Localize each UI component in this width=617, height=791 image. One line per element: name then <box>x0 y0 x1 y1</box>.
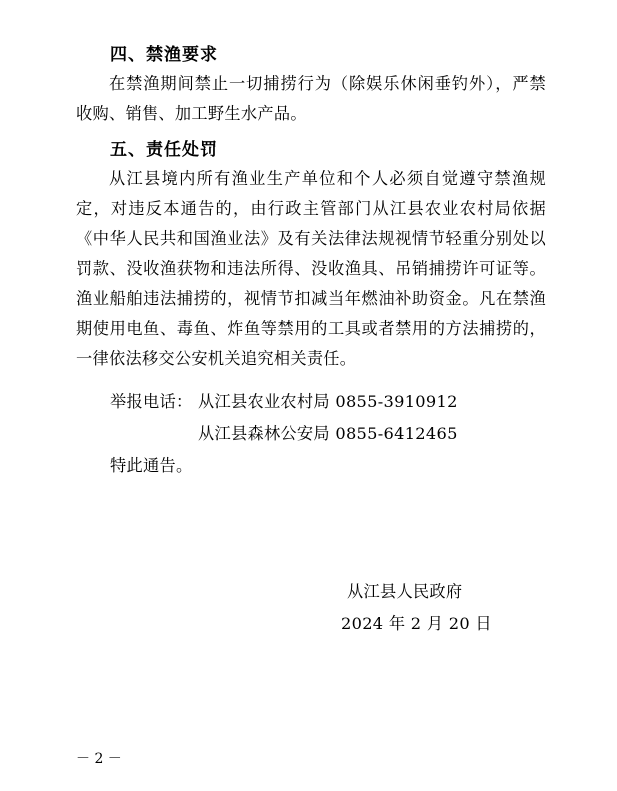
section-heading-penalties: 五、责任处罚 <box>110 140 218 160</box>
section-paragraph-penalties: 从江县境内所有渔业生产单位和个人必须自觉遵守禁渔规定，对违反本通告的，由行政主管部门从江县农业农村局依据《中华人民共和国渔业法》及有关法律法规视情节轻重分别处以罚款、没收渔获物和违法所得、没收渔具、吊销捕捞许可证等。渔业船舶违法捕捞的，视情节扣减当年燃油补助资金。凡在禁渔期使用电鱼、毒鱼、炸鱼等禁用的工具或者禁用的方法捕捞的，一律依法移交公安机关追究相关责任。 <box>76 169 546 368</box>
hotline-entry-agriculture: 从江县农业农村局 0855-3910912 <box>198 392 458 411</box>
hotline-entry-forest-police: 从江县森林公安局 0855-6412465 <box>198 424 458 443</box>
closing-statement: 特此通告。 <box>110 456 193 475</box>
page-number: － 2 － <box>76 751 122 767</box>
signature-date: 2024 年 2 月 20 日 <box>341 614 492 633</box>
signature-issuer: 从江县人民政府 <box>347 582 463 601</box>
section-heading-requirements: 四、禁渔要求 <box>110 45 218 65</box>
section-paragraph-requirements: 在禁渔期间禁止一切捕捞行为（除娱乐休闲垂钓外），严禁收购、销售、加工野生水产品。 <box>76 74 546 123</box>
hotline-label: 举报电话： <box>110 392 193 411</box>
